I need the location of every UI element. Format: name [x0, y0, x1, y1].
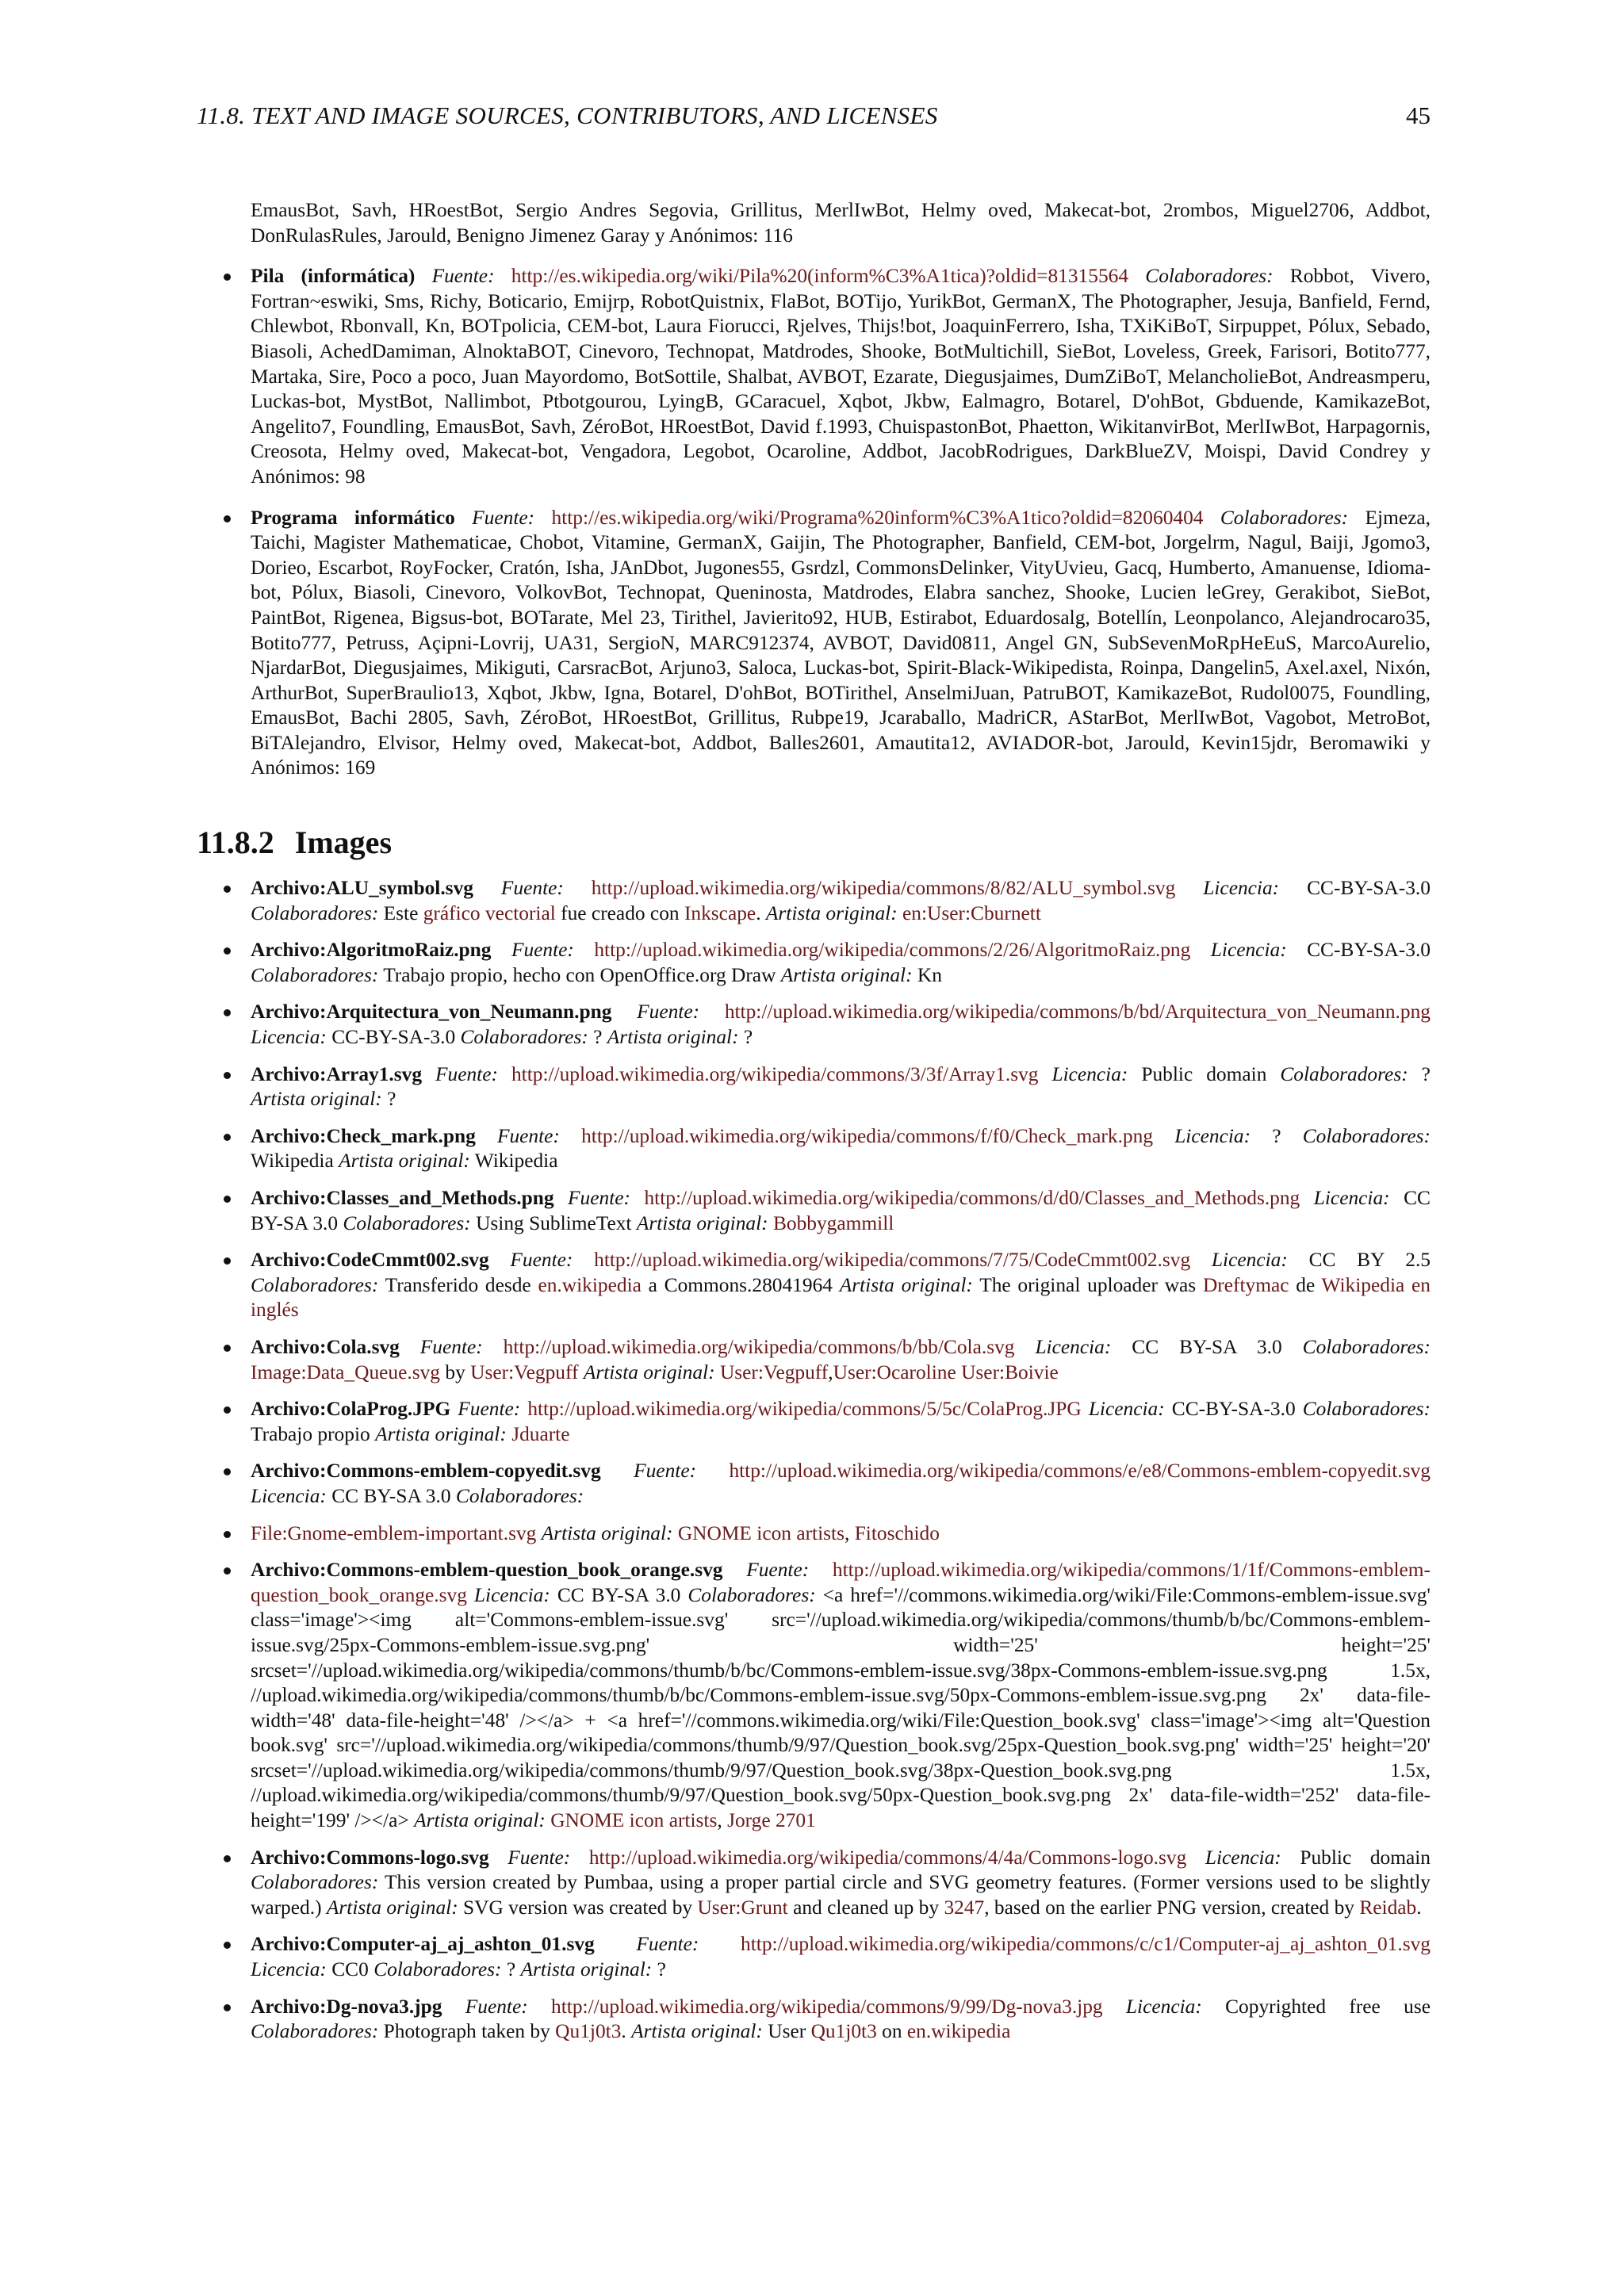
artist-link[interactable]: User:Vegpuff — [719, 1360, 829, 1383]
artista-label: Artista original: — [780, 963, 913, 986]
artist-link[interactable]: en:User:Cburnett — [902, 901, 1041, 924]
entry-title: Archivo:Commons-emblem-question_book_orange.svg — [251, 1559, 723, 1582]
licencia-label: Licencia: — [1174, 1124, 1251, 1147]
running-title: 11.8. TEXT AND IMAGE SOURCES, CONTRIBUTORS, AND LICENSES — [197, 101, 938, 129]
source-link[interactable]: http://upload.wikimedia.org/wikipedia/commons/f/f0/Check_mark.png — [581, 1124, 1154, 1147]
source-link[interactable]: http://upload.wikimedia.org/wikipedia/commons/8/82/ALU_symbol.svg — [591, 877, 1176, 900]
source-link[interactable]: http://upload.wikimedia.org/wikipedia/commons/4/4a/Commons-logo.svg — [588, 1846, 1187, 1869]
colaboradores-label: Colaboradores: — [1302, 1335, 1431, 1358]
artist-link[interactable]: en.wikipedia — [906, 2020, 1011, 2043]
source-link[interactable]: http://es.wikipedia.org/wiki/Programa%20inform%C3%A1tico?oldid=82060404 — [551, 506, 1204, 529]
entry-title: Archivo:Check_mark.png — [251, 1124, 476, 1147]
entry-title: Archivo:Computer-aj_aj_ashton_01.svg — [251, 1933, 595, 1956]
fuente-label: Fuente: — [431, 265, 495, 288]
fuente-label: Fuente: — [636, 1933, 699, 1956]
licencia-label: Licencia: — [251, 1026, 327, 1049]
artist-link[interactable]: User:Grunt — [697, 1896, 788, 1919]
colab-text: by — [445, 1360, 465, 1383]
bullet-icon — [224, 1567, 231, 1575]
list-item — [197, 1124, 1431, 1174]
colaboradores-label: Colaboradores: — [1302, 1124, 1431, 1147]
entry-title: Archivo:Classes_and_Methods.png — [251, 1187, 554, 1209]
licencia-label: Licencia: — [251, 1958, 327, 1981]
entry-title: Archivo:Arquitectura_von_Neumann.png — [251, 1001, 612, 1024]
bullet-icon — [224, 1009, 231, 1016]
entry-title: Archivo:Dg-nova3.jpg — [251, 1995, 442, 2018]
artista-label: Artista original: — [414, 1809, 546, 1832]
source-link[interactable]: http://upload.wikimedia.org/wikipedia/commons/c/c1/Computer-aj_aj_ashton_01.svg — [741, 1933, 1431, 1956]
colab-text: <a href='//commons.wikimedia.org/wiki/File:Commons-emblem-issue.svg' class='image'><img alt='Commons-emblem-issue.svg' src='//upload.wikimedia.org/wikipedia/commons/thumb/b/bc/Commons-emblem-issue.svg/25px-Commons-emblem-issue.svg.png' width='25' height='25' srcset='//upload.wikimedia.org/wikipedia/commons/thumb/b/bc/Commons-emblem-issue.svg/38px-Commons-emblem-issue.svg.png 1.5x, //upload.wikimedia.org/wikipedia/commons/thumb/b/bc/Commons-emblem-issue.svg/50px-Commons-emblem-issue.svg.png 2x' data-file-width='48' data-file-height='48' /></a> + <a href='//commons.wikimedia.org/wiki/File:Question_book.svg' class='image'><img alt='Question book.svg' src='//upload.wikimedia.org/wikipedia/commons/thumb/9/97/Question_book.svg/25px-Question_book.svg.png' width='25' height='20' srcset='//upload.wikimedia.org/wikipedia/commons/thumb/9/97/Question_book.svg/38px-Question_book.svg.png 1.5x, //upload.wikimedia.org/wikipedia/commons/thumb/9/97/Question_book.svg/50px-Question_book.svg.png 2x' data-file-width='252' data-file-height='199' /></a> — [251, 1583, 1431, 1832]
page-body — [197, 198, 1431, 2045]
entry-title: Archivo:Commons-logo.svg — [251, 1846, 489, 1869]
colaboradores-label: Colaboradores: — [373, 1958, 502, 1981]
section-number: 11.8.2 — [197, 825, 274, 861]
colab-text: Photograph taken by — [383, 2020, 550, 2043]
section-title: Images — [294, 825, 393, 861]
bullet-icon — [224, 1257, 231, 1265]
list-item — [197, 264, 1431, 489]
colaboradores-label: Colaboradores: — [455, 1484, 584, 1507]
artist-link[interactable]: Dreftymac — [1202, 1273, 1289, 1296]
colab-link[interactable]: Inkscape — [684, 901, 756, 924]
list-item: Archivo:Cola.svg Fuente: http://upload.wikimedia.org/wikipedia/commons/b/bb/Cola.svg Licencia: CC BY-SA 3.0 Colaboradores: Image:Data_Queue.svg by User:Vegpuff Artista original: User:Vegpuff,User:Ocaroline User:Boivie — [197, 1335, 1431, 1385]
bullet-icon — [224, 1468, 231, 1475]
section-heading — [197, 824, 1431, 862]
list-item: File:Gnome-emblem-important.svg Artista original: GNOME icon artists, Fitoschido — [197, 1521, 1431, 1547]
entry-title: Archivo:AlgoritmoRaiz.png — [251, 939, 492, 962]
artist-text: and cleaned up by — [793, 1896, 940, 1919]
license-value: CC BY-SA 3.0 — [557, 1583, 681, 1606]
entry-title: Archivo:Commons-emblem-copyedit.svg — [251, 1460, 601, 1483]
artist-text: ? — [387, 1088, 396, 1111]
artist-link[interactable]: Bobbygammill — [772, 1211, 894, 1234]
colaboradores-label: Colaboradores: — [251, 963, 379, 986]
entry-title: Archivo:ALU_symbol.svg — [251, 877, 473, 900]
colaboradores-label: Colaboradores: — [1145, 265, 1274, 288]
fuente-label: Fuente: — [511, 939, 574, 962]
license-value: CC BY-SA 3.0 — [331, 1484, 451, 1507]
contributors-text: Ejmeza, Taichi, Magister Mathematicae, Chobot, Vitamine, GermanX, Gaijin, The Photographer, Banfield, CEM-bot, Jorgelrm, Nagul, Baiji, Jgomo3, Dorieo, Escarbot, RoyFocker, Cratón, Isha, JAnDbot, Jugones55, Gsrdzl, CommonsDelinker, VityUvieu, Gacq, Humberto, Amanuense, Idioma-bot, Pólux, Biasoli, Cinevoro, VolkovBot, Technopat, Queninosta, Matdrodes, Elabra sanchez, Shooke, Lucien leGrey, Gerakibot, SieBot, PaintBot, Rigenea, Bigsus-bot, BOTarate, Mel 23, Tirithel, Javierito92, HUB, Estirabot, Eduardosalg, Botellín, Leonpolanco, Alejandrocaro35, Botito777, Petruss, Açipni-Lovrij, UA31, SergioN, MARC912374, AVBOT, David0811, Angel GN, SubSevenMoRpHeEuS, MarcoAurelio, NjardarBot, Diegusjaimes, Mikiguti, CarsracBot, Arjuno3, Saloca, Luckas-bot, Spirit-Black-Wikipedista, Roinpa, Dangelin5, Axel.axel, Nixón, ArthurBot, SuperBraulio13, Xqbot, Jkbw, Igna, Botarel, D'ohBot, BOTirithel, AnselmiJuan, PatruBOT, KamikazeBot, Rudol0075, Foundling, EmausBot, Bachi 2805, Savh, ZéroBot, HRoestBot, Grillitus, Rubpe19, Jcaraballo, MadriCR, AStarBot, MerlIwBot, Vagobot, MetroBot, BiTAlejandro, Elvisor, Helmy oved, Makecat-bot, Addbot, Balles2601, Amautita12, AVIADOR-bot, Jarould, Kevin15jdr, Beromawiki y Anónimos: 169 — [251, 506, 1431, 779]
fuente-label: Fuente: — [634, 1460, 697, 1483]
fuente-label: Fuente: — [637, 1001, 700, 1024]
artist-link[interactable]: 3247 — [944, 1896, 985, 1919]
bullet-icon — [224, 947, 231, 955]
licencia-label: Licencia: — [1088, 1398, 1165, 1421]
artist-text: de — [1296, 1273, 1316, 1296]
artist-text: User — [768, 2020, 806, 2043]
list-item — [197, 1186, 1431, 1236]
artista-label: Artista original: — [520, 1958, 653, 1981]
bullet-icon — [224, 1196, 231, 1203]
artist-link[interactable]: Jduarte — [511, 1422, 570, 1445]
colab-link[interactable]: Qu1j0t3 — [555, 2020, 622, 2043]
colab-text: ? — [506, 1958, 516, 1981]
colaboradores-label: Colaboradores: — [251, 2020, 379, 2043]
fuente-label: Fuente: — [746, 1559, 810, 1582]
colaboradores-label: Colaboradores: — [688, 1583, 816, 1606]
artist-link[interactable]: Fitoschido — [854, 1521, 940, 1544]
license-value: Public domain — [1141, 1062, 1267, 1085]
bullet-icon — [224, 1072, 231, 1079]
list-item — [197, 1248, 1431, 1323]
bullet-icon — [224, 886, 231, 893]
continuation-paragraph: EmausBot, Savh, HRoestBot, Sergio Andres Segovia, Grillitus, MerlIwBot, Helmy oved, Makecat-bot, 2rombos, Miguel2706, Addbot, DonRulasRules, Jarould, Benigno Jimenez Garay y Anónimos: 116 — [251, 199, 1431, 247]
licencia-label: Licencia: — [1211, 1249, 1288, 1272]
colab-text: Transferido desde — [385, 1273, 531, 1296]
artist-text: ? — [743, 1026, 753, 1049]
source-link[interactable]: http://es.wikipedia.org/wiki/Pila%20(inform%C3%A1tica)?oldid=81315564 — [511, 265, 1129, 288]
colab-text: ? — [1421, 1062, 1431, 1085]
fuente-label: Fuente: — [508, 1846, 571, 1869]
artist-link[interactable]: User:Ocaroline — [833, 1360, 956, 1383]
artista-label: Artista original: — [251, 1088, 382, 1111]
entry-title: Pila (informática) — [251, 265, 416, 288]
artist-link[interactable]: User:Boivie — [961, 1360, 1059, 1383]
license-value: CC-BY-SA-3.0 — [1307, 939, 1431, 962]
list-item — [197, 1995, 1431, 2045]
artista-label: Artista original: — [765, 901, 898, 924]
license-value: CC BY-SA 3.0 — [251, 1187, 1431, 1234]
source-link[interactable]: http://upload.wikimedia.org/wikipedia/commons/1/1f/Commons-emblem-question_book_orange.svg — [251, 1559, 1431, 1606]
licencia-label: Licencia: — [473, 1583, 550, 1606]
bullet-icon — [224, 1406, 231, 1414]
licencia-label: Licencia: — [1035, 1335, 1112, 1358]
colaboradores-label: Colaboradores: — [251, 1871, 379, 1894]
source-link[interactable]: http://upload.wikimedia.org/wikipedia/commons/d/d0/Classes_and_Methods.png — [644, 1187, 1300, 1209]
file-link[interactable]: File:Gnome-emblem-important.svg — [251, 1521, 537, 1544]
source-link[interactable]: http://upload.wikimedia.org/wikipedia/commons/b/bd/Arquitectura_von_Neumann.png — [724, 1001, 1431, 1024]
artist-text: Kn — [917, 963, 942, 986]
source-link[interactable]: http://upload.wikimedia.org/wikipedia/commons/2/26/AlgoritmoRaiz.png — [594, 939, 1191, 962]
bullet-icon — [224, 1855, 231, 1862]
fuente-label: Fuente: — [435, 1062, 498, 1085]
artista-label: Artista original: — [541, 1521, 673, 1544]
list-item — [197, 938, 1431, 988]
license-value: Copyrighted free use — [1225, 1995, 1431, 2018]
list-item: Archivo:Commons-emblem-question_book_orange.svg Fuente: http://upload.wikimedia.org/wikipedia/commons/1/1f/Commons-emblem-question_book_orange.svg Licencia: CC BY-SA 3.0 Colaboradores: <a href='//commons.wikimedia.org/wiki/File:Commons-emblem-issue.svg' class='image'><img alt='Commons-emblem-issue.svg' src='//upload.wikimedia.org/wikipedia/commons/thumb/b/bc/Commons-emblem-issue.svg/25px-Commons-emblem-issue.svg.png' width='25' height='25' srcset='//upload.wikimedia.org/wikipedia/commons/thumb/b/bc/Commons-emblem-issue.svg/38px-Commons-emblem-issue.svg.png 1.5x, //upload.wikimedia.org/wikipedia/commons/thumb/b/bc/Commons-emblem-issue.svg/50px-Commons-emblem-issue.svg.png 2x' data-file-width='48' data-file-height='48' /></a> + <a href='//commons.wikimedia.org/wiki/File:Question_book.svg' class='image'><img alt='Question book.svg' src='//upload.wikimedia.org/wikipedia/commons/thumb/9/97/Question_book.svg/25px-Question_book.svg.png' width='25' height='20' srcset='//upload.wikimedia.org/wikipedia/commons/thumb/9/97/Question_book.svg/38px-Question_book.svg.png 1.5x, //upload.wikimedia.org/wikipedia/commons/thumb/9/97/Question_book.svg/50px-Question_book.svg.png 2x' data-file-width='252' data-file-height='199' /></a> Artista original: GNOME icon artists, Jorge 2701 — [197, 1558, 1431, 1834]
licencia-label: Licencia: — [1205, 1846, 1281, 1869]
artist-link[interactable]: GNOME icon artists — [550, 1809, 718, 1832]
artist-text: on — [882, 2020, 902, 2043]
artista-label: Artista original: — [339, 1150, 470, 1173]
license-value: Public domain — [1300, 1846, 1431, 1869]
bullet-icon — [224, 2004, 231, 2011]
page-number: 45 — [1406, 101, 1431, 129]
artista-label: Artista original: — [636, 1211, 768, 1234]
artist-link[interactable]: Wikipedia en inglés — [251, 1273, 1431, 1322]
artista-label: Artista original: — [839, 1273, 973, 1296]
fuente-label: Fuente: — [510, 1249, 573, 1272]
contributors-text: Robbot, Vivero, Fortran~eswiki, Sms, Richy, Boticario, Emijrp, RobotQuistnix, FlaBot, BOTijo, YurikBot, GermanX, The Photographer, Jesuja, Banfield, Fernd, Chlewbot, Rbonvall, Kn, BOTpolicia, CEM-bot, Laura Fiorucci, Rjelves, Thijs!bot, JoaquinFerrero, Isha, TXiKiBoT, Sirpuppet, Pólux, Sebado, Biasoli, AchedDamiman, AlnoktaBOT, Cinevoro, Technopat, Matdrodes, Shooke, BotMultichill, SieBot, Loveless, Greek, Farisori, Botito777, Martaka, Sire, Poco a poco, Juan Mayordomo, BotSottile, Shalbat, AVBOT, Ezarate, Diegusjaimes, DumZiBoT, MelancholieBot, Andreasmperu, Luckas-bot, MystBot, Nallimbot, Ptbotgourou, LyingB, GCaracuel, Xqbot, Jkbw, Ealmagro, Botarel, D'ohBot, Gbduende, KamikazeBot, Angelito7, Foundling, EmausBot, Savh, ZéroBot, HRoestBot, David f.1993, ChuispastonBot, Phaetton, WikitanvirBot, MerlIwBot, Harpagornis, Creosota, Helmy oved, Makecat-bot, Vengadora, Legobot, Ocaroline, Addbot, JacobRodrigues, DarkBlueZV, Moispi, David Condrey y Anónimos: 98 — [251, 265, 1431, 488]
colab-text: This version created by Pumbaa, using a proper partial circle and SVG geometry features. (Former versions used to be slightly warped.) — [251, 1871, 1431, 1919]
artist-link[interactable]: Reidab — [1359, 1896, 1417, 1919]
fuente-label: Fuente: — [472, 506, 535, 529]
fuente-label: Fuente: — [419, 1335, 483, 1358]
source-link[interactable]: http://upload.wikimedia.org/wikipedia/commons/7/75/CodeCmmt002.svg — [594, 1249, 1191, 1272]
list-item — [197, 1062, 1431, 1112]
fuente-label: Fuente: — [568, 1187, 630, 1209]
entry-title: Archivo:Array1.svg — [251, 1062, 423, 1085]
license-value: CC-BY-SA-3.0 — [1307, 877, 1431, 900]
licencia-label: Licencia: — [1051, 1062, 1128, 1085]
license-value: ? — [1272, 1124, 1281, 1147]
colaboradores-label: Colaboradores: — [343, 1211, 471, 1234]
list-item — [197, 1846, 1431, 1921]
artista-label: Artista original: — [607, 1026, 739, 1049]
artist-text: ? — [657, 1958, 666, 1981]
colab-link[interactable]: en.wikipedia — [538, 1273, 642, 1296]
artist-text: Wikipedia — [474, 1150, 558, 1173]
colaboradores-label: Colaboradores: — [251, 1273, 379, 1296]
colab-link[interactable]: gráfico vectorial — [423, 901, 556, 924]
bullet-icon — [224, 274, 231, 281]
bullet-icon — [224, 1531, 231, 1538]
source-link[interactable]: http://upload.wikimedia.org/wikipedia/commons/3/3f/Array1.svg — [511, 1062, 1039, 1085]
license-value: CC0 — [331, 1958, 369, 1981]
artista-label: Artista original: — [583, 1360, 715, 1383]
artist-text: , based on the earlier PNG version, created by — [984, 1896, 1354, 1919]
bullet-icon — [224, 1134, 231, 1141]
license-value: CC BY 2.5 — [1308, 1249, 1431, 1272]
artista-label: Artista original: — [631, 2020, 763, 2043]
artist-link[interactable]: Jorge 2701 — [727, 1809, 816, 1832]
list-item — [197, 1459, 1431, 1509]
colab-text: fue creado con — [561, 901, 680, 924]
colab-text: Using SublimeText — [476, 1211, 632, 1234]
artista-label: Artista original: — [375, 1422, 507, 1445]
text-sources-list — [197, 264, 1431, 781]
bullet-icon — [224, 515, 231, 522]
artist-text: SVG version was created by — [463, 1896, 693, 1919]
list-item — [197, 506, 1431, 782]
list-item — [197, 1397, 1431, 1447]
colaboradores-label: Colaboradores: — [1220, 506, 1349, 529]
license-value: CC-BY-SA-3.0 — [331, 1026, 456, 1049]
colab-text: ? — [593, 1026, 603, 1049]
entry-title: Archivo:Cola.svg — [251, 1335, 400, 1358]
artist-text: The original uploader was — [979, 1273, 1197, 1296]
licencia-label: Licencia: — [1210, 939, 1287, 962]
colaboradores-label: Colaboradores: — [251, 901, 379, 924]
colab-text: Trabajo propio, hecho con OpenOffice.org Draw — [383, 963, 776, 986]
source-link[interactable]: http://upload.wikimedia.org/wikipedia/commons/5/5c/ColaProg.JPG — [527, 1398, 1082, 1421]
colab-link[interactable]: Image:Data_Queue.svg — [251, 1360, 441, 1383]
license-value: CC BY-SA 3.0 — [1132, 1335, 1282, 1358]
licencia-label: Licencia: — [1125, 1995, 1202, 2018]
colab-text: . — [621, 2020, 626, 2043]
artist-text: . — [1416, 1896, 1422, 1919]
licencia-label: Licencia: — [251, 1484, 327, 1507]
bullet-icon — [224, 1345, 231, 1352]
colaboradores-label: Colaboradores: — [1280, 1062, 1408, 1085]
colab-link[interactable]: User:Vegpuff — [470, 1360, 579, 1383]
colab-text: Wikipedia — [251, 1150, 334, 1173]
source-link[interactable]: http://upload.wikimedia.org/wikipedia/commons/b/bb/Cola.svg — [503, 1335, 1015, 1358]
list-item — [197, 1932, 1431, 1982]
source-link[interactable]: http://upload.wikimedia.org/wikipedia/commons/e/e8/Commons-emblem-copyedit.svg — [729, 1460, 1431, 1483]
colaboradores-label: Colaboradores: — [460, 1026, 588, 1049]
colab-text: Este — [383, 901, 419, 924]
source-link[interactable]: http://upload.wikimedia.org/wikipedia/commons/9/99/Dg-nova3.jpg — [551, 1995, 1103, 2018]
licencia-label: Licencia: — [1203, 877, 1280, 900]
colab-text: . — [756, 901, 761, 924]
page-header — [197, 101, 1431, 136]
entry-title: Archivo:ColaProg.JPG — [251, 1398, 451, 1421]
licencia-label: Licencia: — [1313, 1187, 1390, 1209]
license-value: CC-BY-SA-3.0 — [1171, 1398, 1296, 1421]
fuente-label: Fuente: — [465, 1995, 528, 2018]
artist-link[interactable]: GNOME icon artists — [677, 1521, 845, 1544]
fuente-label: Fuente: — [500, 877, 564, 900]
entry-title: Programa informático — [251, 506, 455, 529]
image-sources-list — [197, 876, 1431, 2045]
bullet-icon — [224, 1942, 231, 1949]
fuente-label: Fuente: — [496, 1124, 560, 1147]
entry-title: Archivo:CodeCmmt002.svg — [251, 1249, 489, 1272]
list-item — [197, 1000, 1431, 1050]
fuente-label: Fuente: — [458, 1398, 521, 1421]
artista-label: Artista original: — [326, 1896, 458, 1919]
artist-link[interactable]: Qu1j0t3 — [810, 2020, 877, 2043]
colaboradores-label: Colaboradores: — [1302, 1398, 1431, 1421]
list-item — [197, 876, 1431, 926]
colab-text: a Commons.28041964 — [648, 1273, 833, 1296]
colab-text: Trabajo propio — [251, 1422, 370, 1445]
